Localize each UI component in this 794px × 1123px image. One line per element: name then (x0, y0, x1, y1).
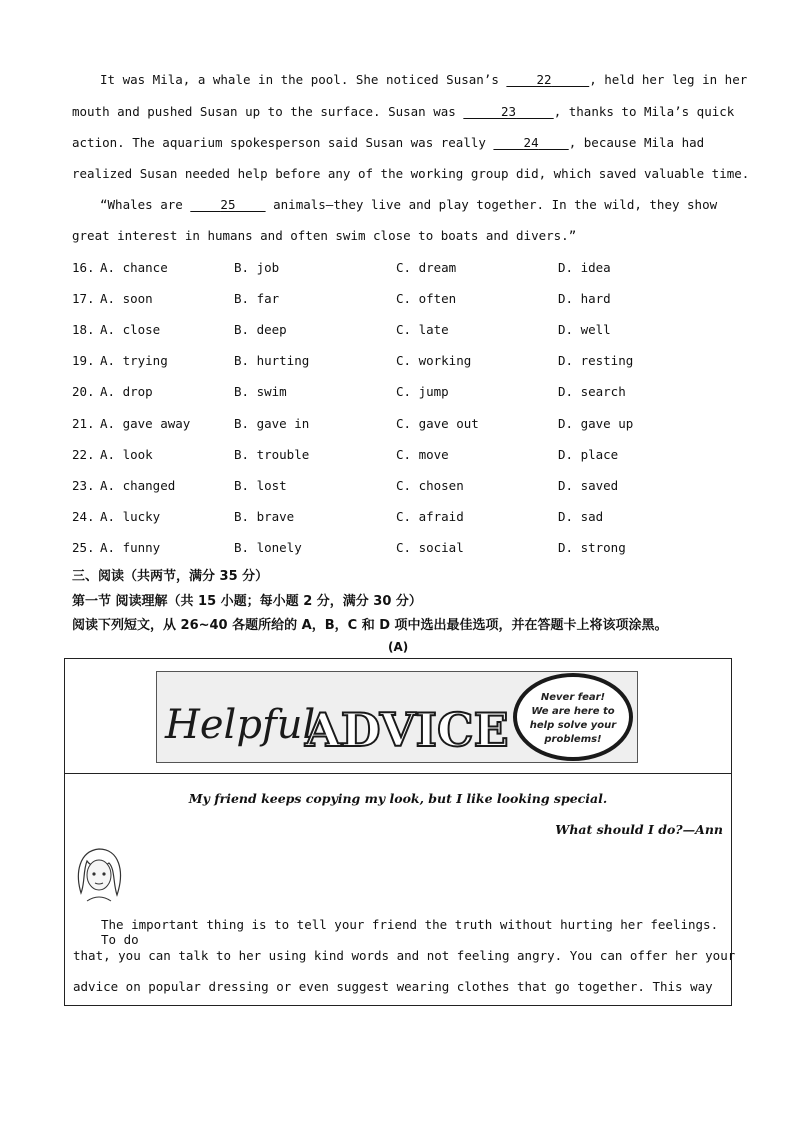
question-number: 22. (72, 446, 95, 462)
option-c[interactable]: C. afraid (396, 508, 464, 524)
option-a[interactable]: A. chance (100, 260, 168, 275)
question-number: 21. (72, 415, 95, 431)
option-a[interactable]: A. changed (100, 477, 176, 493)
question-row (72, 416, 732, 434)
passage-line-4: realized Susan needed help before any of the working group did, which saved valuable time. (72, 166, 750, 181)
option-b[interactable]: B. lonely (234, 539, 302, 555)
bubble-line-3: help solve your (529, 720, 617, 731)
option-d[interactable]: D. search (558, 384, 626, 400)
option-a[interactable]: A. look (100, 446, 153, 462)
bubble-line-4: problems! (544, 734, 602, 745)
question-number: 23. (72, 477, 95, 493)
option-b[interactable]: B. brave (234, 508, 295, 524)
advice-banner (156, 671, 638, 763)
advice-signoff: What should I do?—Ann (555, 822, 723, 837)
question-number: 20. (72, 384, 95, 400)
blank-23[interactable]: 23 (500, 104, 517, 119)
passage-line-5: “Whales are 25 animals—they live and play together. In the wild, they show (100, 197, 718, 212)
option-d[interactable]: D. gave up (558, 415, 634, 431)
option-c[interactable]: C. often (396, 291, 457, 307)
section-subheading: 第一节 阅读理解（共 15 小题；每小题 2 分，满分 30 分） (72, 594, 422, 609)
section-heading: 三、阅读（共两节，满分 35 分） (72, 569, 269, 584)
question-row (72, 384, 732, 402)
answer-line-2: that, you can talk to her using kind words and not feeling angry. You can offer her your (73, 948, 736, 963)
option-b[interactable]: B. lost (234, 477, 287, 493)
option-a[interactable]: A. gave away (100, 415, 191, 431)
option-b[interactable]: B. job (234, 260, 280, 275)
passage-line-1: It was Mila, a whale in the pool. She noticed Susan’s 22 , held her leg in her (100, 72, 748, 87)
option-b[interactable]: B. swim (234, 384, 287, 400)
section-instruction: 阅读下列短文，从 26~40 各题所给的 A，B，C 和 D 项中选出最佳选项，并在答题卡上将该项涂黑。 (72, 618, 668, 633)
option-a[interactable]: A. drop (100, 384, 153, 400)
option-b[interactable]: B. hurting (234, 353, 310, 369)
question-row (72, 291, 732, 309)
question-row (72, 509, 732, 527)
speech-bubble (515, 675, 631, 759)
option-d[interactable]: D. idea (558, 260, 611, 275)
bubble-line-2: We are here to (531, 706, 615, 717)
option-c[interactable]: C. jump (396, 384, 449, 400)
blank-25[interactable]: 25 (220, 197, 236, 212)
passage-line-3: action. The aquarium spokesperson said Susan was really 24 , because Mila had (72, 135, 705, 150)
question-row (72, 322, 732, 340)
option-a[interactable]: A. soon (100, 291, 153, 307)
option-d[interactable]: D. well (558, 322, 611, 338)
banner-word-advice: ADVICE (305, 703, 509, 757)
question-number: 24. (72, 508, 95, 524)
box-divider (65, 773, 731, 774)
question-row (72, 353, 732, 371)
option-a[interactable]: A. funny (100, 539, 161, 555)
banner-word-helpful: Helpful (165, 702, 316, 748)
option-d[interactable]: D. place (558, 446, 619, 462)
option-c[interactable]: C. social (396, 539, 464, 555)
option-b[interactable]: B. gave in (234, 415, 310, 431)
blank-22[interactable]: 22 (536, 72, 552, 87)
option-c[interactable]: C. late (396, 322, 449, 338)
advice-question: My friend keeps copying my look, but I like looking special. (188, 791, 608, 806)
option-d[interactable]: D. sad (558, 508, 604, 524)
answer-line-3: advice on popular dressing or even suggest wearing clothes that go together. This way (73, 979, 713, 994)
option-b[interactable]: B. far (234, 291, 280, 307)
option-d[interactable]: D. saved (558, 477, 619, 493)
question-number: 16. (72, 260, 95, 275)
option-c[interactable]: C. gave out (396, 415, 479, 431)
question-row (72, 447, 732, 465)
option-b[interactable]: B. trouble (234, 446, 310, 462)
option-d[interactable]: D. resting (558, 353, 634, 369)
option-a[interactable]: A. lucky (100, 508, 161, 524)
option-c[interactable]: C. move (396, 446, 449, 462)
option-c[interactable]: C. chosen (396, 477, 464, 493)
passage-line-6: great interest in humans and often swim close to boats and divers.” (72, 228, 577, 243)
banner-art (157, 672, 637, 762)
option-a[interactable]: A. trying (100, 353, 168, 369)
question-row (72, 478, 732, 496)
answer-line-1: The important thing is to tell your friend the truth without hurting her feelings. To do (101, 917, 719, 947)
option-a[interactable]: A. close (100, 322, 161, 338)
passage-line-2: mouth and pushed Susan up to the surface. Susan was 23 , thanks to Mila’s quick (72, 104, 735, 119)
option-c[interactable]: C. dream (396, 260, 457, 275)
question-row (72, 540, 732, 558)
bubble-line-1: Never fear! (540, 692, 606, 703)
question-number: 25. (72, 539, 95, 555)
passage-label: (A) (388, 640, 409, 654)
blank-24[interactable]: 24 (523, 135, 539, 150)
option-d[interactable]: D. hard (558, 291, 611, 307)
option-d[interactable]: D. strong (558, 539, 626, 555)
girl-portrait-icon (71, 843, 127, 905)
option-c[interactable]: C. working (396, 353, 472, 369)
question-number: 19. (72, 353, 95, 369)
question-number: 17. (72, 291, 95, 307)
question-number: 18. (72, 322, 95, 338)
advice-box (64, 658, 736, 1006)
option-b[interactable]: B. deep (234, 322, 287, 338)
question-row (72, 260, 732, 278)
